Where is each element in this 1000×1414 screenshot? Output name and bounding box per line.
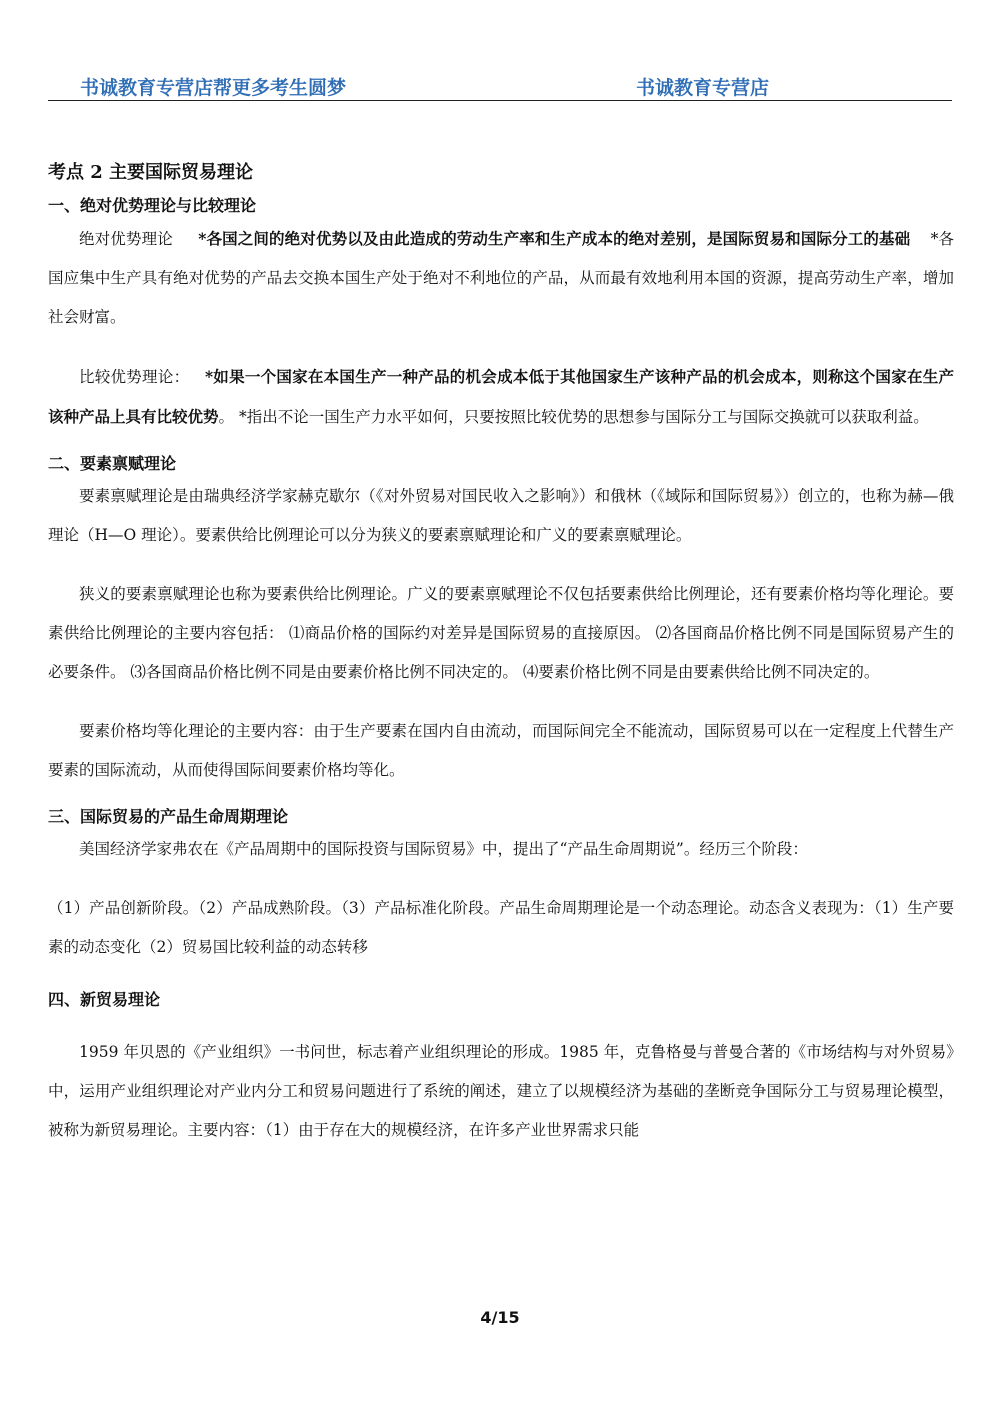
section3-title: 三、国际贸易的产品生命周期理论 — [48, 807, 289, 826]
page-number — [0, 1308, 1000, 1327]
comp-bold-text: *如果一个国家在本国生产一种产品的机会成本低于其他国家生产该种产品的机会成本，则称这个国家在生产该种产品上具有比较优势 — [48, 367, 954, 426]
abs-label: 绝对优势理论 — [79, 230, 173, 248]
section2-paragraph-2: 狭义的要素禀赋理论也称为要素供给比例理论。广义的要素禀赋理论不仅包括要素供给比例理论，还有要素价格均等化理论。要素供给比例理论的主要内容包括： ⑴商品价格的国际约对差异是国际贸易的直接原因。 ⑵各国商品价格比例不同是国际贸易产生的必要条件。 ⑶各国商品价格比例不同是由要素价格比例不同决定的。 ⑷要素价格比例不同是由要素供给比例不同决定的。 — [48, 585, 954, 681]
section4-paragraph-1: 1959 年贝恩的《产业组织》一书问世，标志着产业组织理论的形成。1985 年，克鲁格曼与普曼合著的《市场结构与对外贸易》中，运用产业组织理论对产业内分工和贸易问题进行了系统的阐述，建立了以规模经济为基础的垄断竞争国际分工与贸易理论模型，被称为新贸易理论。主要内容：（1）由于存在大的规模经济，在许多产业世界需求只能 — [48, 1043, 954, 1139]
document-body — [48, 158, 954, 1150]
section3-paragraph-1: 美国经济学家弗农在《产品周期中的国际投资与国际贸易》中，提出了“产品生命周期说”。经历三个阶段： — [79, 840, 808, 858]
comparative-advantage-paragraph — [48, 357, 954, 437]
section3-paragraph-2: （1）产品创新阶段。（2）产品成熟阶段。（3）产品标准化阶段。产品生命周期理论是一个动态理论。动态含义表现为：（1）生产要素的动态变化（2）贸易国比较利益的动态转移 — [48, 899, 954, 956]
absolute-advantage-paragraph — [48, 219, 954, 337]
topic-title: 考点 2 主要国际贸易理论 — [48, 162, 254, 183]
comp-label: 比较优势理论： — [79, 368, 190, 386]
section2-paragraph-1: 要素禀赋理论是由瑞典经济学家赫克歇尔（《对外贸易对国民收入之影响》）和俄林（《域际和国际贸易》）创立的，也称为赫—俄理论（H—O 理论）。要素供给比例理论可以分为狭义的要素禀赋理论和广义的要素禀赋理论。 — [48, 487, 954, 544]
abs-rest-text: *各国应集中生产具有绝对优势的产品去交换本国生产处于绝对不利地位的产品，从而最有效地利用本国的资源，提高劳动生产率，增加社会财富。 — [48, 230, 954, 326]
section4-title: 四、新贸易理论 — [48, 990, 161, 1009]
page-separator: / — [491, 1308, 498, 1327]
page-header — [48, 70, 952, 101]
total-pages: 15 — [497, 1308, 520, 1327]
section1-title: 一、绝对优势理论与比较理论 — [48, 196, 257, 215]
section2-title: 二、要素禀赋理论 — [48, 454, 177, 473]
comp-rest-text: 。 *指出不论一国生产力水平如何，只要按照比较优势的思想参与国际分工与国际交换就可以获取利益。 — [218, 408, 929, 426]
section2-paragraph-3: 要素价格均等化理论的主要内容：由于生产要素在国内自由流动，而国际间完全不能流动，国际贸易可以在一定程度上代替生产要素的国际流动，从而使得国际间要素价格均等化。 — [48, 722, 954, 779]
current-page: 4 — [480, 1308, 492, 1327]
header-right-text: 书诚教育专营店 — [636, 77, 770, 99]
abs-bold-text: *各国之间的绝对优势以及由此造成的劳动生产率和生产成本的绝对差别，是国际贸易和国际分工的基础 — [198, 229, 911, 248]
header-left-text: 书诚教育专营店帮更多考生圆梦 — [80, 77, 347, 99]
